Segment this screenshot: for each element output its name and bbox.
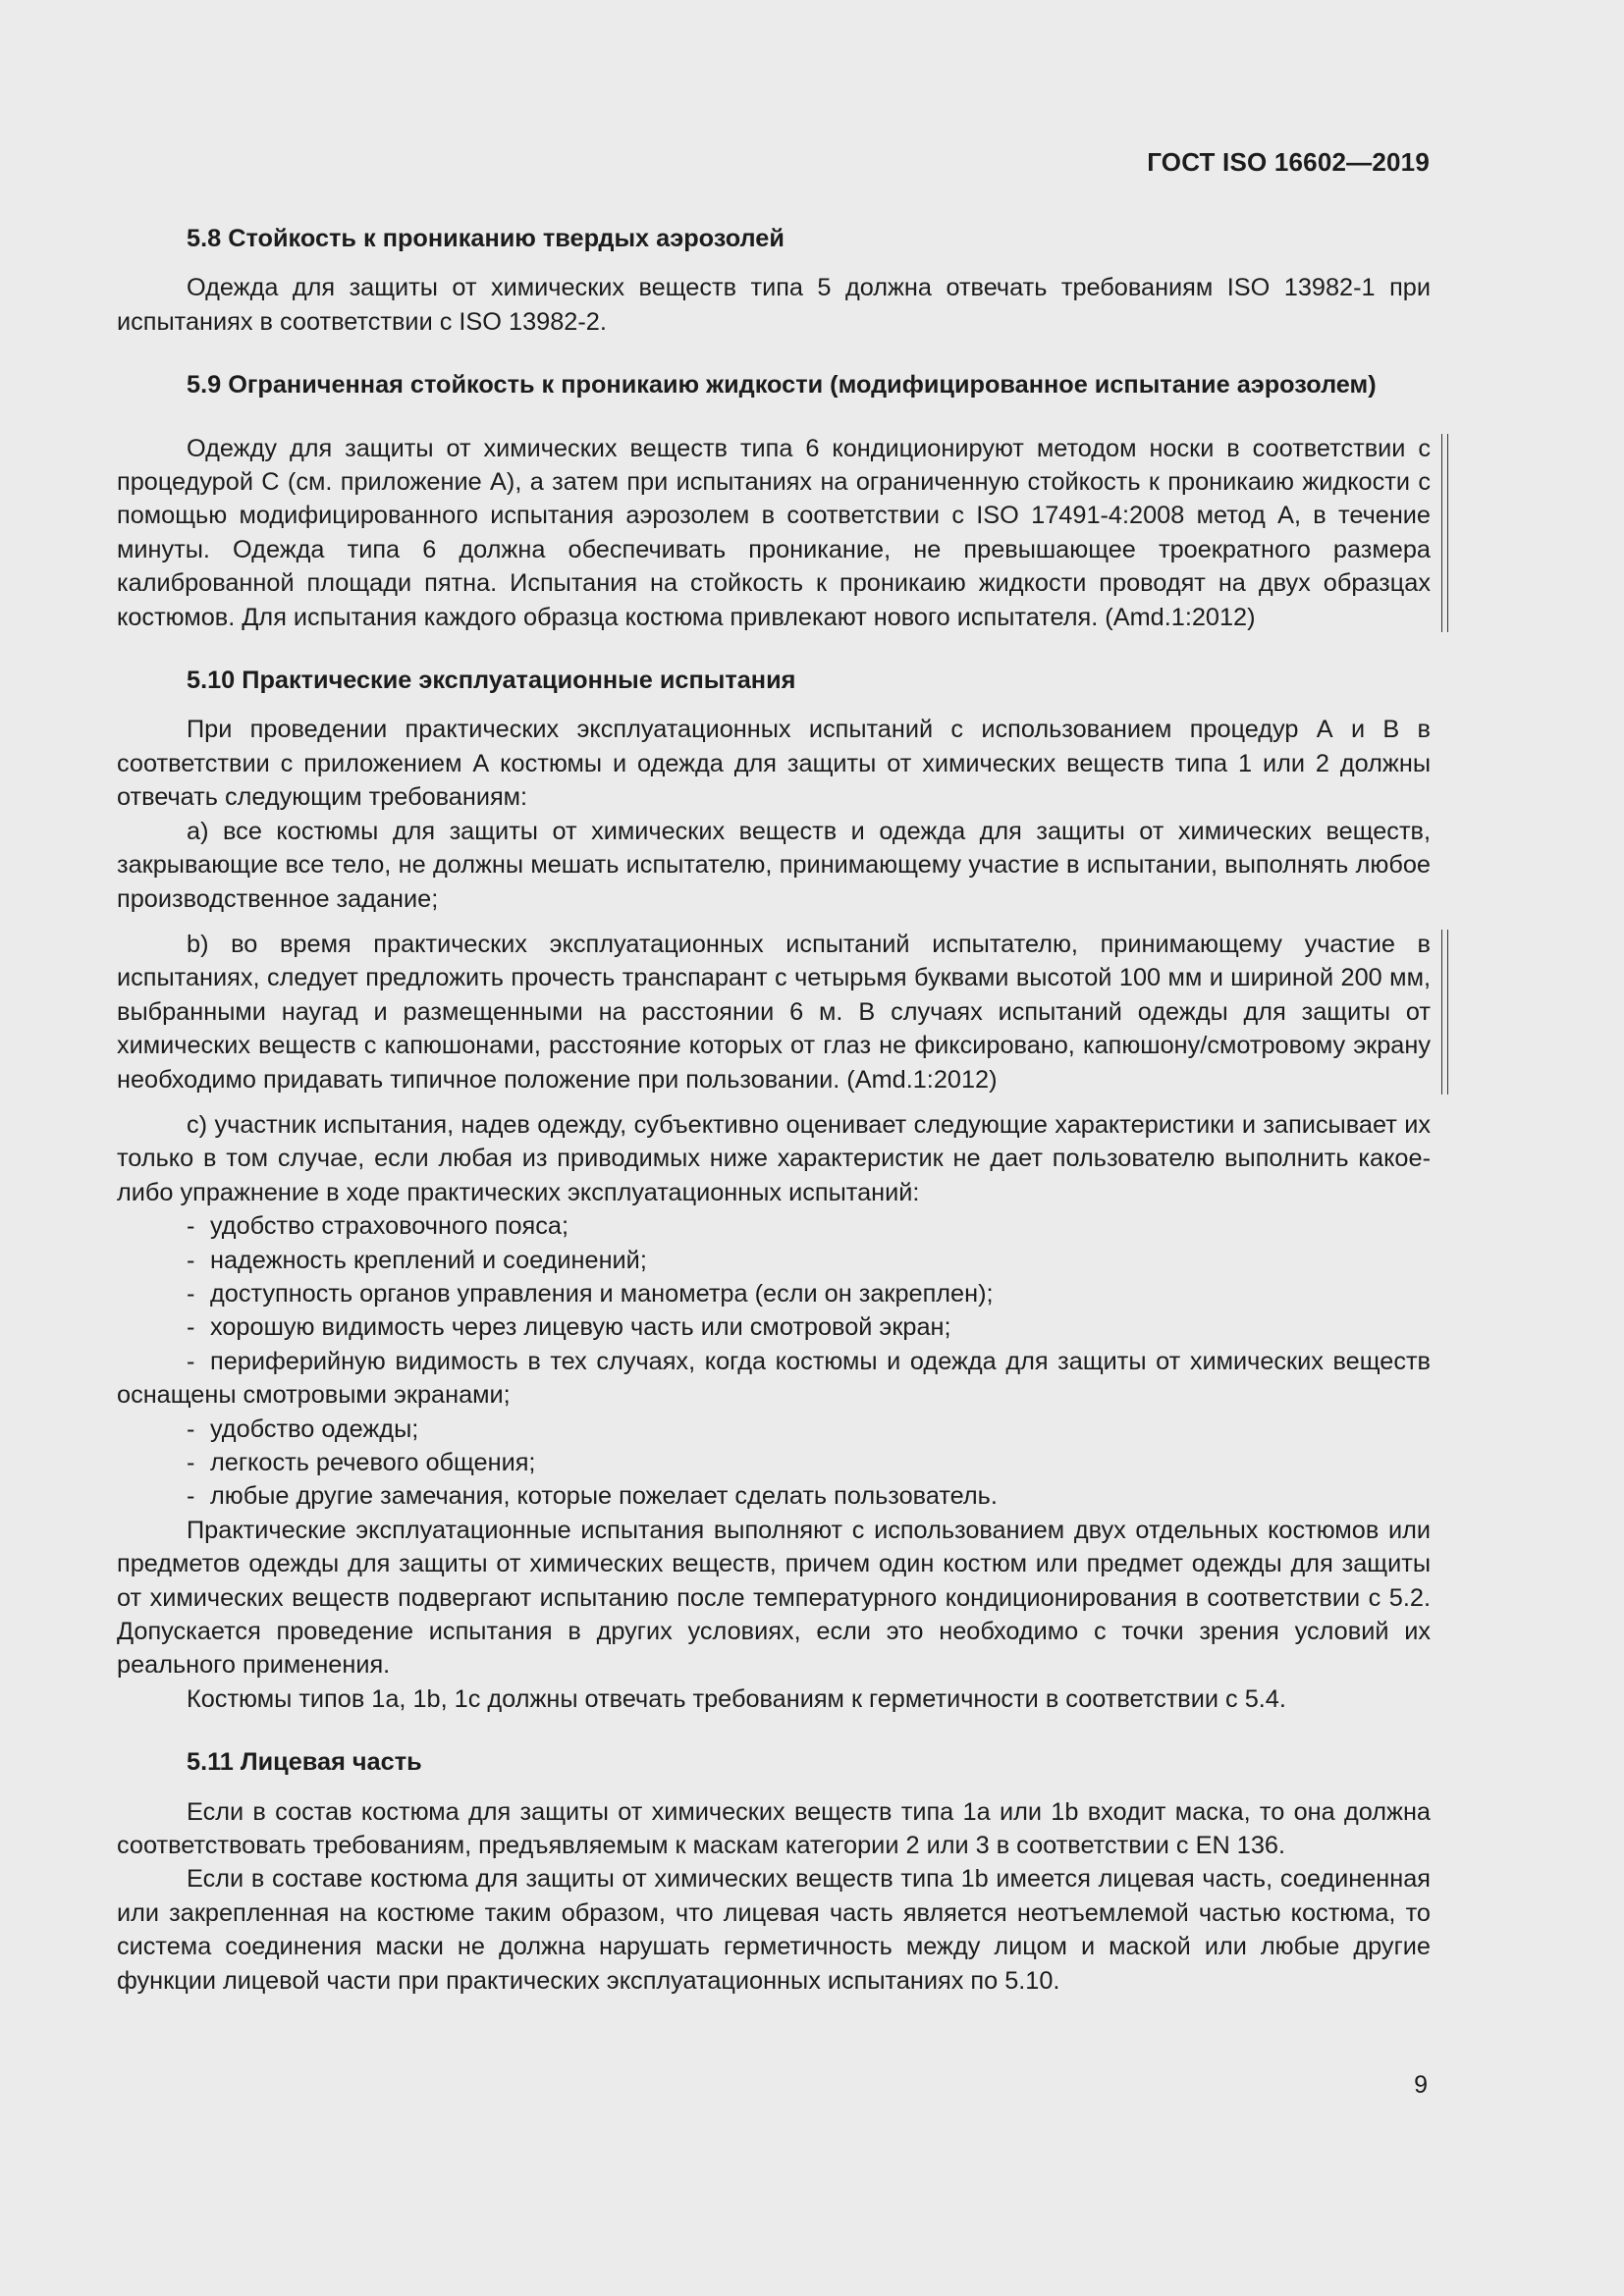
list-item: - доступность органов управления и манометра (если он закреплен); [117, 1277, 1431, 1310]
amendment-block-5-10-b [117, 928, 1448, 1096]
list-dash: - [187, 1313, 195, 1342]
list-dash: - [187, 1212, 195, 1241]
list-dash: - [187, 1246, 195, 1274]
document-header: ГОСТ ISO 16602—2019 [1147, 147, 1430, 177]
section-5-10-paragraph-2: Практические эксплуатационные испытания выполняют с использованием двух отдельных костюмов или предметов одежды для защиты от химических веществ, причем один костюм или предмет одежды для защиты от химических веществ подвергают испытанию после температурного кондиционирования в соответствии с 5.2. Допускается проведение испытания в других условиях, если это необходимо с точки зрения условий их реального применения. [117, 1516, 1431, 1680]
list-item: - удобство страховочного пояса; [117, 1209, 1431, 1243]
list-item: - периферийную видимость в тех случаях, когда костюмы и одежда для защиты от химических веществ оснащены смотровыми экранами; [117, 1345, 1431, 1413]
characteristics-list [117, 1209, 1431, 1514]
list-dash: - [187, 1482, 195, 1511]
section-5-10-paragraph-3: Костюмы типов 1а, 1b, 1с должны отвечать требованиям к герметичности в соответствии с 5.4. [187, 1684, 1286, 1713]
list-item: - хорошую видимость через лицевую часть или смотровой экран; [117, 1310, 1431, 1344]
amendment-block-5-9 [117, 432, 1448, 634]
list-item: - любые другие замечания, которые пожелает сделать пользователь. [117, 1479, 1431, 1513]
section-5-8-paragraph: Одежда для защиты от химических веществ типа 5 должна отвечать требованиям ISO 13982-1 при испытаниях в соответствии с ISO 13982-2. [117, 274, 1431, 336]
section-5-11-title: 5.11 Лицевая часть [187, 1748, 422, 1777]
list-item: - легкость речевого общения; [117, 1446, 1431, 1479]
section-5-11-paragraph-1: Если в состав костюма для защиты от химических веществ типа 1а или 1b входит маска, то она должна соответствовать требованиям, предъявляемым к маскам категории 2 или 3 в соответствии с EN 136. [117, 1797, 1431, 1860]
list-dash: - [187, 1279, 195, 1308]
section-5-9-paragraph: Одежду для защиты от химических веществ типа 6 кондиционируют методом носки в соответствии с процедурой С (см. приложение А), а затем при испытаниях на ограниченную стойкость к проникаию жидкости с помощью модифицированного испытания аэрозолем в соответствии с ISO 17491-4:2008 метод А, в течение минуты. Одежда типа 6 должна обеспечивать проникание, не превышающее троекратного размера калиброванной площади пятна. Испытания на стойкость к проникаию жидкости проводят на двух образцах костюмов. Для испытания каждого образца костюма привлекают нового испытателя. (Amd.1:2012) [117, 434, 1431, 631]
list-dash: - [187, 1415, 195, 1443]
list-dash: - [187, 1347, 195, 1375]
list-dash: - [187, 1449, 195, 1476]
section-5-10-item-a: а) все костюмы для защиты от химических веществ и одежда для защиты от химических веществ, закрывающие все тело, не должны мешать испытателю, принимающему участие в испытании, выполнять любое производственное задание; [117, 817, 1431, 913]
section-5-10-title: 5.10 Практические эксплуатационные испытания [187, 667, 796, 695]
list-item: - надежность креплений и соединений; [117, 1244, 1431, 1277]
section-5-11-paragraph-2: Если в составе костюма для защиты от химических веществ типа 1b имеется лицевая часть, соединенная или закрепленная на костюме таким образом, что лицевая часть является неотъемлемой частью костюма, то система соединения маски не должна нарушать герметичность между лицом и маской или любые другие функции лицевой части при практических эксплуатационных испытаниях по 5.10. [117, 1865, 1431, 1995]
section-5-8-title: 5.8 Стойкость к прониканию твердых аэрозолей [187, 225, 785, 252]
page-number: 9 [1414, 2071, 1428, 2099]
section-5-10-intro: При проведении практических эксплуатационных испытаний с использованием процедур А и В в соответствии с приложением А костюмы и одежда для защиты от химических веществ типа 1 или 2 должны отвечать следующим требованиям: [117, 716, 1431, 812]
section-5-10-item-b: b) во время практических эксплуатационных испытаний испытателю, принимающему участие в испытаниях, следует предложить прочесть транспарант с четырьмя буквами высотой 100 мм и шириной 200 мм, выбранными наугад и размещенными на расстоянии 6 м. В случаях испытаний одежды для защиты от химических веществ с капюшонами, расстояние которых от глаз не фиксировано, капюшону/смотровому экрану необходимо придавать типичное положение при пользовании. (Amd.1:2012) [117, 930, 1431, 1094]
list-item: - удобство одежды; [117, 1413, 1431, 1446]
document-body [117, 222, 1431, 1998]
section-5-10-item-c: с) участник испытания, надев одежду, субъективно оценивает следующие характеристики и записывает их только в том случае, если любая из приводимых ниже характеристик не дает пользователю выполнить какое-либо упражнение в ходе практических эксплуатационных испытаний: [117, 1110, 1431, 1206]
section-5-9-title: 5.9 Ограниченная стойкость к проникаию жидкости (модифицированное испытание аэрозолем) [187, 371, 1377, 400]
